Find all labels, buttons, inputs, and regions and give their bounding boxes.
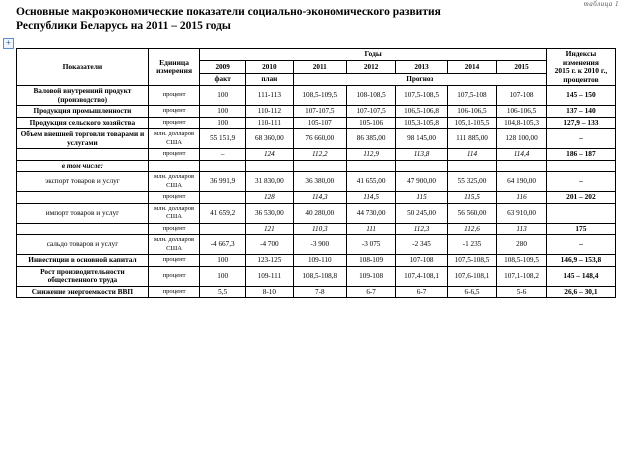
row-value: -3 900 — [293, 235, 346, 255]
row-label: Инвестиции в основной капитал — [17, 255, 149, 267]
col-header-year-2015: 2015 — [497, 61, 547, 73]
table-row — [17, 192, 616, 204]
row-value: -1 235 — [447, 235, 497, 255]
row-value: 105-107 — [293, 117, 346, 129]
row-value — [447, 160, 497, 172]
table-header-row-1 — [17, 49, 616, 61]
row-value: 98 145,00 — [396, 129, 447, 149]
row-unit: млн. долларов США — [148, 235, 200, 255]
col-subheader-fact: факт — [200, 73, 246, 85]
row-value: 106,5-106,8 — [396, 106, 447, 118]
row-unit: процент — [148, 192, 200, 204]
row-value: 31 830,00 — [245, 172, 293, 192]
row-value: 86 385,00 — [346, 129, 396, 149]
row-label — [17, 192, 149, 204]
row-index-value: 201 – 202 — [546, 192, 615, 204]
row-value: 108-109 — [346, 255, 396, 267]
row-value: 107,5-108,5 — [396, 86, 447, 106]
row-value: 40 280,00 — [293, 203, 346, 223]
row-value: 106-106,5 — [447, 106, 497, 118]
table-corner-label: таблица 1 — [583, 0, 619, 8]
row-value: 115,5 — [447, 192, 497, 204]
row-index-value — [546, 160, 615, 172]
row-value: -3 075 — [346, 235, 396, 255]
row-label: Снижение энергоемкости ВВП — [17, 286, 149, 298]
row-index-value: – — [546, 235, 615, 255]
table-row — [17, 266, 616, 286]
row-value: 112,2 — [293, 149, 346, 161]
row-value: 64 190,00 — [497, 172, 547, 192]
row-value: 6-7 — [396, 286, 447, 298]
row-value — [200, 223, 246, 235]
table-row — [17, 129, 616, 149]
row-value: – — [200, 149, 246, 161]
row-index-value: 127,9 – 133 — [546, 117, 615, 129]
row-value: 113 — [497, 223, 547, 235]
row-value: 107-107,5 — [346, 106, 396, 118]
row-label: в том числе: — [17, 160, 149, 172]
row-unit: процент — [148, 266, 200, 286]
row-index-value: 146,9 – 153,8 — [546, 255, 615, 267]
row-value: 105,3-105,8 — [396, 117, 447, 129]
row-value: 107-108 — [396, 255, 447, 267]
row-unit: процент — [148, 286, 200, 298]
row-value: 106-106,5 — [497, 106, 547, 118]
row-value: 105,1-105,5 — [447, 117, 497, 129]
page-title-line1: Основные макроэкономические показатели социально-экономического развития — [16, 6, 441, 18]
row-value: 41 659,2 — [200, 203, 246, 223]
row-value: 44 730,00 — [346, 203, 396, 223]
row-value: 114,4 — [497, 149, 547, 161]
row-value: 100 — [200, 255, 246, 267]
row-value: 109-108 — [346, 266, 396, 286]
row-value: 47 900,00 — [396, 172, 447, 192]
row-label: Продукция промышленности — [17, 106, 149, 118]
row-unit: процент — [148, 223, 200, 235]
row-index-value: 137 – 140 — [546, 106, 615, 118]
row-value: 107,4-108,1 — [396, 266, 447, 286]
row-value: 111 — [346, 223, 396, 235]
row-index-value: – — [546, 172, 615, 192]
row-unit: процент — [148, 117, 200, 129]
page-title — [16, 5, 516, 33]
table-row — [17, 172, 616, 192]
row-unit: процент — [148, 255, 200, 267]
row-label: Продукция сельского хозяйства — [17, 117, 149, 129]
table-row — [17, 223, 616, 235]
row-index-value: 175 — [546, 223, 615, 235]
row-value: -2 345 — [396, 235, 447, 255]
row-index-value: – — [546, 129, 615, 149]
row-unit: процент — [148, 106, 200, 118]
table-row — [17, 106, 616, 118]
row-index-value — [546, 203, 615, 223]
expand-outline-icon[interactable]: + — [3, 38, 14, 49]
row-value: 6-6,5 — [447, 286, 497, 298]
row-value: 55 325,00 — [447, 172, 497, 192]
row-value: 107-108 — [497, 86, 547, 106]
row-value: 111-113 — [245, 86, 293, 106]
row-value: 124 — [245, 149, 293, 161]
row-value: 36 991,9 — [200, 172, 246, 192]
col-subheader-forecast: Прогноз — [293, 73, 546, 85]
row-value: 5,5 — [200, 286, 246, 298]
row-value: 109-110 — [293, 255, 346, 267]
row-value: 110,3 — [293, 223, 346, 235]
row-value: 104,8-105,3 — [497, 117, 547, 129]
row-label: Объем внешней торговли товарами и услугами — [17, 129, 149, 149]
row-value: 8-10 — [245, 286, 293, 298]
row-value — [396, 160, 447, 172]
row-value: 6-7 — [346, 286, 396, 298]
row-value: 55 151,9 — [200, 129, 246, 149]
col-subheader-plan: план — [245, 73, 293, 85]
row-value: 112,9 — [346, 149, 396, 161]
row-unit: млн. долларов США — [148, 203, 200, 223]
row-value: 107,1-108,2 — [497, 266, 547, 286]
col-header-year-2013: 2013 — [396, 61, 447, 73]
row-value: 110-111 — [245, 117, 293, 129]
row-value: 41 655,00 — [346, 172, 396, 192]
row-value: -4 700 — [245, 235, 293, 255]
row-index-value: 145 – 148,4 — [546, 266, 615, 286]
row-label: сальдо товаров и услуг — [17, 235, 149, 255]
row-label: импорт товаров и услуг — [17, 203, 149, 223]
row-value: 105-106 — [346, 117, 396, 129]
row-value: 108,5-109,5 — [293, 86, 346, 106]
row-value: 111 885,00 — [447, 129, 497, 149]
row-value: 50 245,00 — [396, 203, 447, 223]
row-value: 100 — [200, 117, 246, 129]
row-value: 36 530,00 — [245, 203, 293, 223]
col-header-year-2009: 2009 — [200, 61, 246, 73]
table-row — [17, 203, 616, 223]
macroeconomic-indicators-table — [16, 48, 616, 298]
row-value: 109-111 — [245, 266, 293, 286]
row-unit: процент — [148, 149, 200, 161]
col-header-year-2014: 2014 — [447, 61, 497, 73]
row-value: 63 910,00 — [497, 203, 547, 223]
table-row — [17, 117, 616, 129]
row-value: 128 100,00 — [497, 129, 547, 149]
row-value: 115 — [396, 192, 447, 204]
row-value: 107,5-108,5 — [447, 255, 497, 267]
row-value: 112,3 — [396, 223, 447, 235]
row-index-value: 26,6 – 30,1 — [546, 286, 615, 298]
row-value: 100 — [200, 266, 246, 286]
row-value: 107-107,5 — [293, 106, 346, 118]
col-header-unit: Единица измерения — [148, 49, 200, 86]
row-value: 76 660,00 — [293, 129, 346, 149]
table-row — [17, 286, 616, 298]
row-value: 108-108,5 — [346, 86, 396, 106]
row-value: 36 380,00 — [293, 172, 346, 192]
col-header-indicators: Показатели — [17, 49, 149, 86]
row-value — [293, 160, 346, 172]
table-row — [17, 160, 616, 172]
table-row — [17, 86, 616, 106]
row-value: 114,5 — [346, 192, 396, 204]
col-header-years-group: Годы — [200, 49, 546, 61]
row-value: 100 — [200, 106, 246, 118]
row-value — [200, 160, 246, 172]
table-row — [17, 149, 616, 161]
row-value — [346, 160, 396, 172]
row-value: 107,5-108 — [447, 86, 497, 106]
row-value: 123-125 — [245, 255, 293, 267]
row-value: 112,6 — [447, 223, 497, 235]
row-value: 280 — [497, 235, 547, 255]
row-value: 100 — [200, 86, 246, 106]
row-value: 113,8 — [396, 149, 447, 161]
page-title-line2: Республики Беларусь на 2011 – 2015 годы — [16, 20, 231, 32]
col-header-index: Индексы изменения 2015 г. к 2010 г., процентов — [546, 49, 615, 86]
row-label: экспорт товаров и услуг — [17, 172, 149, 192]
col-header-year-2012: 2012 — [346, 61, 396, 73]
row-unit: млн. долларов США — [148, 129, 200, 149]
row-value: -4 667,3 — [200, 235, 246, 255]
row-value: 114 — [447, 149, 497, 161]
row-value: 56 560,00 — [447, 203, 497, 223]
row-unit — [148, 160, 200, 172]
row-label — [17, 223, 149, 235]
row-label: Валовой внутренний продукт (производство) — [17, 86, 149, 106]
row-index-value: 186 – 187 — [546, 149, 615, 161]
row-unit: процент — [148, 86, 200, 106]
row-value: 68 360,00 — [245, 129, 293, 149]
table-row — [17, 235, 616, 255]
row-value: 110-112 — [245, 106, 293, 118]
row-value — [200, 192, 246, 204]
row-label — [17, 149, 149, 161]
row-value — [497, 160, 547, 172]
row-value: 107,6-108,1 — [447, 266, 497, 286]
row-value: 108,5-108,8 — [293, 266, 346, 286]
row-value: 5-6 — [497, 286, 547, 298]
table-body — [17, 86, 616, 298]
row-value: 7-8 — [293, 286, 346, 298]
row-value: 114,3 — [293, 192, 346, 204]
row-unit: млн. долларов США — [148, 172, 200, 192]
col-header-year-2011: 2011 — [293, 61, 346, 73]
row-value: 108,5-109,5 — [497, 255, 547, 267]
row-value: 121 — [245, 223, 293, 235]
row-index-value: 145 – 150 — [546, 86, 615, 106]
row-value: 116 — [497, 192, 547, 204]
col-header-year-2010: 2010 — [245, 61, 293, 73]
table-row — [17, 255, 616, 267]
row-value — [245, 160, 293, 172]
row-label: Рост производительности общественного труда — [17, 266, 149, 286]
table-head — [17, 49, 616, 86]
row-value: 128 — [245, 192, 293, 204]
